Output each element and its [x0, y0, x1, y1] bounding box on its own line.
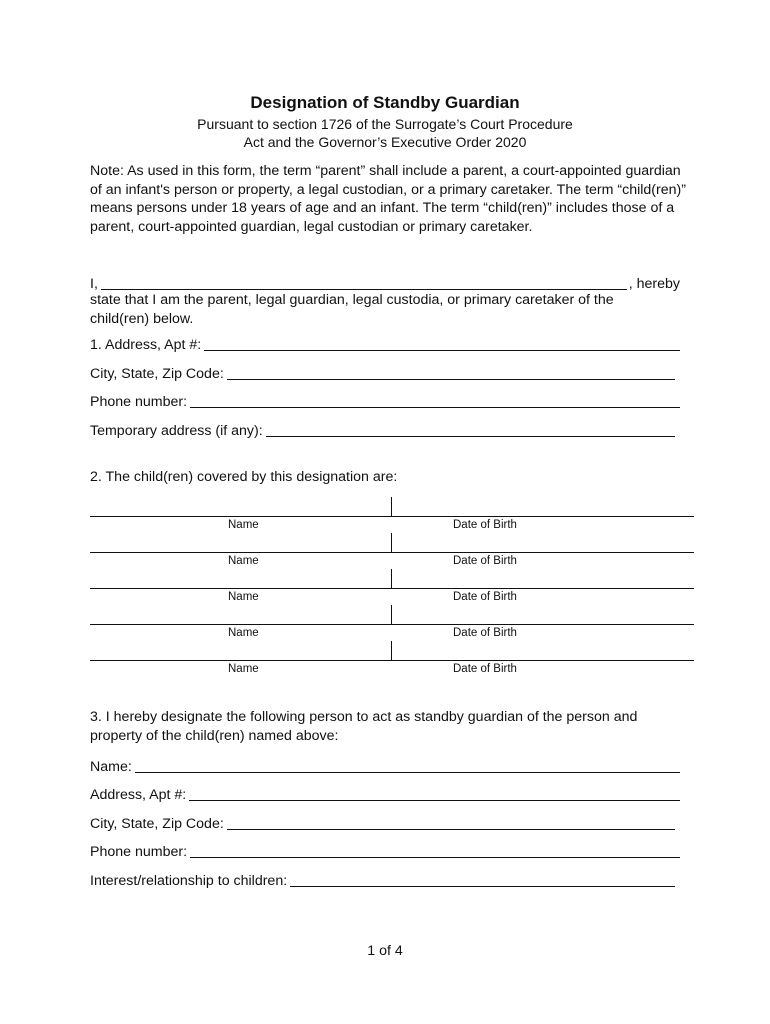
guardian-phone-row [90, 840, 680, 860]
guardian-city-field[interactable] [227, 814, 675, 830]
child-name-caption: Name [228, 591, 259, 603]
address-row [90, 333, 680, 353]
child-row [90, 497, 694, 533]
column-divider [391, 569, 392, 588]
child-name-caption: Name [228, 555, 259, 567]
child-entry-line[interactable] [90, 588, 694, 589]
column-divider [391, 497, 392, 516]
guardian-phone-label: Phone number: [90, 844, 188, 860]
subtitle-line-2: Act and the Governor’s Executive Order 2020 [243, 134, 527, 150]
phone-field[interactable] [190, 392, 680, 408]
guardian-interest-row [90, 869, 675, 889]
child-entry-line[interactable] [90, 624, 694, 625]
address-field[interactable] [204, 335, 680, 351]
guardian-interest-label: Interest/relationship to children: [90, 873, 288, 889]
guardian-address-label: Address, Apt #: [90, 787, 187, 803]
child-entry-line[interactable] [90, 516, 694, 517]
child-dob-caption: Date of Birth [453, 663, 517, 675]
child-row [90, 641, 694, 677]
child-dob-caption: Date of Birth [453, 555, 517, 567]
child-dob-caption: Date of Birth [453, 627, 517, 639]
guardian-city-row [90, 812, 675, 832]
phone-label: Phone number: [90, 394, 188, 410]
page-title: Designation of Standby Guardian [250, 93, 520, 112]
guardian-address-field[interactable] [189, 785, 680, 801]
child-row [90, 605, 694, 641]
guardian-city-label: City, State, Zip Code: [90, 816, 224, 832]
guardian-interest-field[interactable] [290, 871, 675, 887]
parent-name-row [90, 272, 680, 292]
city-label: City, State, Zip Code: [90, 366, 224, 382]
section-2-heading: 2. The child(ren) covered by this designation are: [90, 469, 398, 485]
statement-continuation: state that I am the parent, legal guardian, legal custodia, or primary caretaker of the child(ren) below. [90, 292, 614, 327]
child-name-caption: Name [228, 627, 259, 639]
city-field[interactable] [227, 364, 675, 380]
child-name-caption: Name [228, 663, 259, 675]
guardian-address-row [90, 783, 680, 803]
parent-name-field[interactable] [101, 274, 627, 290]
column-divider [391, 641, 392, 660]
child-row [90, 533, 694, 569]
page-number: 1 of 4 [367, 943, 403, 959]
column-divider [391, 533, 392, 552]
child-entry-line[interactable] [90, 660, 694, 661]
temp-address-field[interactable] [266, 421, 675, 437]
column-divider [391, 605, 392, 624]
child-dob-caption: Date of Birth [453, 519, 517, 531]
child-row [90, 569, 694, 605]
guardian-name-label: Name: [90, 759, 132, 775]
children-table [90, 497, 694, 677]
phone-row [90, 390, 680, 410]
child-dob-caption: Date of Birth [453, 591, 517, 603]
city-row [90, 362, 675, 382]
address-label: 1. Address, Apt #: [90, 337, 202, 353]
guardian-phone-field[interactable] [190, 842, 680, 858]
guardian-name-row [90, 755, 680, 775]
subtitle-line-1: Pursuant to section 1726 of the Surrogate’s Court Procedure [197, 116, 573, 132]
guardian-name-field[interactable] [135, 757, 680, 773]
section-3-heading: 3. I hereby designate the following person to act as standby guardian of the person and property of the child(ren) named above: [90, 709, 638, 744]
child-entry-line[interactable] [90, 552, 694, 553]
statement-prefix: I, [90, 276, 98, 292]
temp-address-row [90, 419, 675, 439]
child-name-caption: Name [228, 519, 259, 531]
statement-suffix: , hereby [628, 276, 680, 292]
note-paragraph: Note: As used in this form, the term “parent” shall include a parent, a court-appointed guardian of an infant's person or property, a legal custodian, or a primary caretaker. The term “child(ren)” means persons under 18 years of age and an infant. The term “child(ren)” includes those of a parent, court-appointed guardian, legal custodian or primary caretaker. [90, 163, 686, 235]
temp-address-label: Temporary address (if any): [90, 423, 263, 439]
